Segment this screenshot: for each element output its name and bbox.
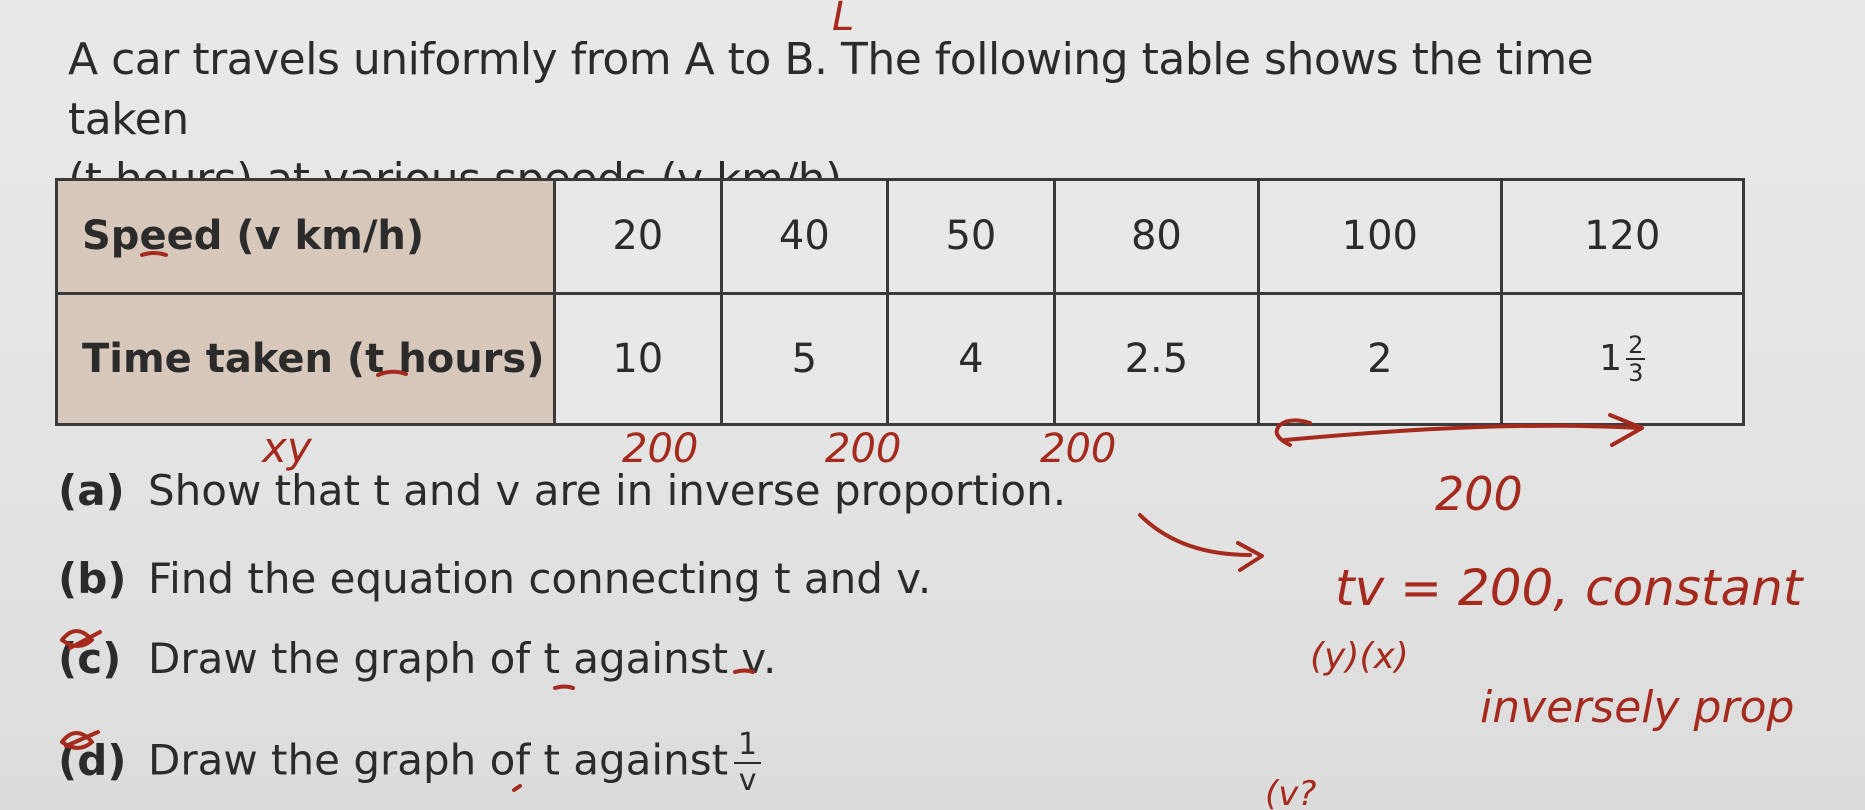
hw-product-200: 200 <box>622 426 699 472</box>
question-a-text: Show that t and v are in inverse proportion. <box>148 466 1067 515</box>
fraction-numerator: 2 <box>1628 330 1644 359</box>
hw-underline-t <box>555 687 573 689</box>
speed-cell: 40 <box>721 180 888 294</box>
hw-bottom: (v? <box>1265 774 1317 810</box>
time-cell: 4 <box>888 293 1055 424</box>
time-cell: 2.5 <box>1054 293 1258 424</box>
hw-top-mark: L <box>832 0 855 40</box>
hw-xy: xy <box>262 423 312 472</box>
speed-cell: 80 <box>1054 180 1258 294</box>
question-d-text: Draw the graph of t against <box>148 735 729 785</box>
question-d-label: (d) <box>58 735 127 785</box>
hw-arrow-line <box>1277 420 1640 445</box>
hw-200: 200 <box>1435 467 1523 521</box>
time-cell: 5 <box>721 293 888 424</box>
fraction-whole: 1 <box>1599 338 1623 380</box>
question-b-text: Find the equation connecting t and v. <box>148 554 932 603</box>
intro-line-1: A car travels uniformly from A to B. The following table shows the time taken <box>68 34 1594 145</box>
fraction-denominator: v <box>738 763 757 798</box>
question-c-text: Draw the graph of t against v. <box>148 634 777 683</box>
speed-cell: 50 <box>888 180 1055 294</box>
time-cell: 2 <box>1259 293 1501 424</box>
hw-inversely: inversely prop <box>1480 682 1795 733</box>
hw-curved-arrow <box>1140 515 1250 555</box>
speed-cell: 100 <box>1259 180 1501 294</box>
hw-underline-v <box>142 253 166 255</box>
hw-product-200: 200 <box>825 426 902 472</box>
hw-product-200: 200 <box>1040 426 1117 472</box>
hw-dot <box>514 786 520 790</box>
fraction-denominator: 3 <box>1628 358 1644 387</box>
hw-underline-t <box>378 372 406 375</box>
time-cell: 10 <box>555 293 722 424</box>
speed-header: Speed (v km/h) <box>57 180 555 294</box>
speed-cell: 120 <box>1501 180 1743 294</box>
hw-equation: tv = 200, constant <box>1335 559 1803 617</box>
hw-scribble-d <box>62 732 98 748</box>
hw-arrowhead <box>1610 415 1642 445</box>
question-b-label: (b) <box>58 554 127 603</box>
time-header: Time taken (t hours) <box>57 293 555 424</box>
hw-underline-v <box>735 671 753 673</box>
speed-cell: 20 <box>555 180 722 294</box>
hw-yx: (y)(x) <box>1310 636 1409 677</box>
question-a-label: (a) <box>58 466 125 515</box>
fraction-numerator: 1 <box>734 728 761 764</box>
hw-scribble-c <box>62 631 100 648</box>
question-c-label: (c) <box>58 634 122 683</box>
